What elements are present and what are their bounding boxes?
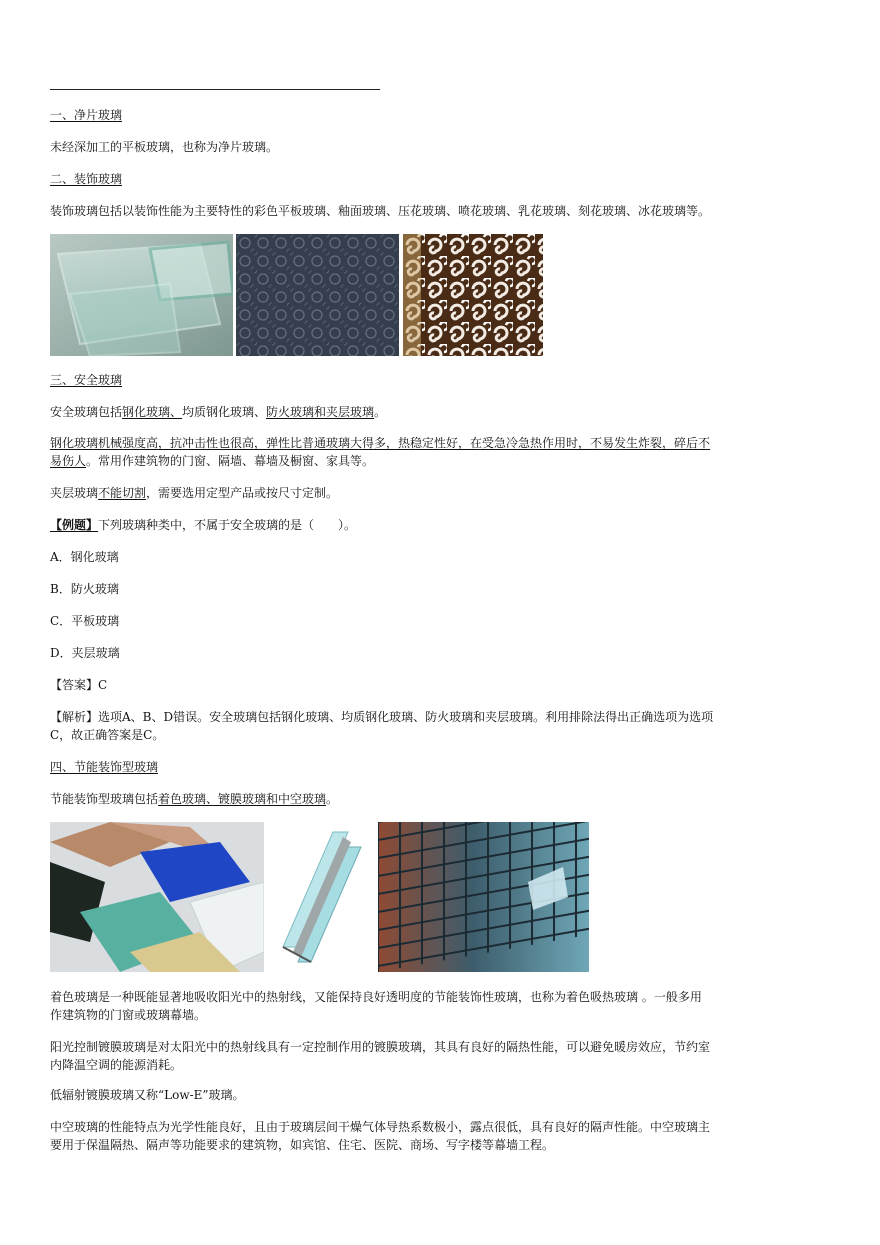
insulated-glass-unit-diagram (273, 822, 363, 972)
underlined-text: 易伤人 (50, 454, 87, 468)
patterned-glass-photo (236, 234, 399, 356)
paragraph-safety-glass-types (50, 403, 386, 421)
example-tag: 【例题】 (50, 518, 99, 532)
header-rule (50, 89, 380, 90)
paragraph-decorative-glass: 装饰玻璃包括以装饰性能为主要特性的彩色平板玻璃、釉面玻璃、压花玻璃、喷花玻璃、乳花玻璃、刻花玻璃、冰花玻璃等。 (50, 204, 711, 218)
analysis-line2: C，故正确答案是C。 (50, 728, 165, 742)
text-span: ，需要选用定型产品或按尺寸定制。 (146, 486, 339, 500)
paragraph-tempered-glass-line1 (50, 434, 710, 452)
underlined-term: 防火玻璃和夹层玻璃 (266, 405, 375, 419)
text-span: 。 (374, 405, 387, 419)
option-b: B．防火玻璃 (50, 582, 119, 596)
clear-glass-panes-photo (50, 234, 233, 356)
section-heading-energy-saving-glass: 四、节能装饰型玻璃 (50, 760, 159, 774)
frosted-scroll-glass-photo (403, 234, 543, 356)
paragraph-tinted-glass-line2: 作建筑物的门窗或玻璃幕墙。 (50, 1008, 207, 1022)
underlined-term: 钢化玻璃、 (122, 405, 183, 419)
underlined-term: 着色玻璃、镀膜玻璃和中空玻璃 (158, 792, 327, 806)
paragraph-solar-control-glass-line2: 内降温空调的能源消耗。 (50, 1058, 183, 1072)
analysis-label: 【解析】 (50, 710, 99, 724)
section-heading-clear-glass: 一、净片玻璃 (50, 108, 123, 122)
option-c: C．平板玻璃 (50, 614, 120, 628)
underlined-term: 不能切割 (98, 486, 147, 500)
glass-curtain-wall-photo (378, 822, 589, 972)
answer-label: 【答案】 (50, 678, 99, 692)
paragraph-tempered-glass-line2 (50, 452, 374, 470)
text-span: 夹层玻璃 (50, 486, 99, 500)
question-text: 下列玻璃种类中，不属于安全玻璃的是（ ）。 (98, 518, 357, 532)
text-span: 安全玻璃包括 (50, 405, 123, 419)
paragraph-tinted-glass-line1: 着色玻璃是一种既能显著地吸收阳光中的热射线，又能保持良好透明度的节能装饰性玻璃，也称为着色吸热玻璃 。一般多用 (50, 990, 702, 1004)
underlined-text: 钢化玻璃机械强度高，抗冲击性也很高，弹性比普通玻璃大得多，热稳定性好，在受急冷急热作用时，不易发生炸裂，碎后不 (50, 436, 711, 450)
paragraph-low-e-glass: 低辐射镀膜玻璃又称“Low-E”玻璃。 (50, 1088, 245, 1102)
answer (50, 676, 107, 694)
option-a: A．钢化玻璃 (50, 550, 119, 564)
option-d: D．夹层玻璃 (50, 646, 120, 660)
paragraph-hollow-glass-line1: 中空玻璃的性能特点为光学性能良好，且由于玻璃层间干燥气体导热系数极小，露点很低，具有良好的隔声性能。中空玻璃主 (50, 1120, 711, 1134)
paragraph-energy-saving-types (50, 790, 338, 808)
text-span: 均质钢化玻璃、 (182, 405, 267, 419)
tinted-glass-samples-photo (50, 822, 264, 972)
section-heading-decorative-glass: 二、装饰玻璃 (50, 172, 123, 186)
paragraph-laminated-glass (50, 484, 338, 502)
example-question (50, 516, 356, 534)
paragraph-hollow-glass-line2: 要用于保温隔热、隔声等功能要求的建筑物，如宾馆、住宅、医院、商场、写字楼等幕墙工程。 (50, 1138, 555, 1152)
analysis-line1 (50, 708, 713, 726)
text-span: 节能装饰型玻璃包括 (50, 792, 159, 806)
paragraph-solar-control-glass-line1: 阳光控制镀膜玻璃是对太阳光中的热射线具有一定控制作用的镀膜玻璃，其具有良好的隔热性能，可以避免暖房效应，节约室 (50, 1040, 711, 1054)
paragraph-clear-glass: 未经深加工的平板玻璃，也称为净片玻璃。 (50, 140, 279, 154)
text-span: 。 (326, 792, 339, 806)
section-heading-safety-glass: 三、安全玻璃 (50, 373, 123, 387)
analysis-text: 选项A、B、D错误。安全玻璃包括钢化玻璃、均质钢化玻璃、防火玻璃和夹层玻璃。利用排除法得出正确选项为选项 (98, 710, 714, 724)
answer-value: C (98, 678, 108, 692)
text-span: 。常用作建筑物的门窗、隔墙、幕墙及橱窗、家具等。 (86, 454, 375, 468)
